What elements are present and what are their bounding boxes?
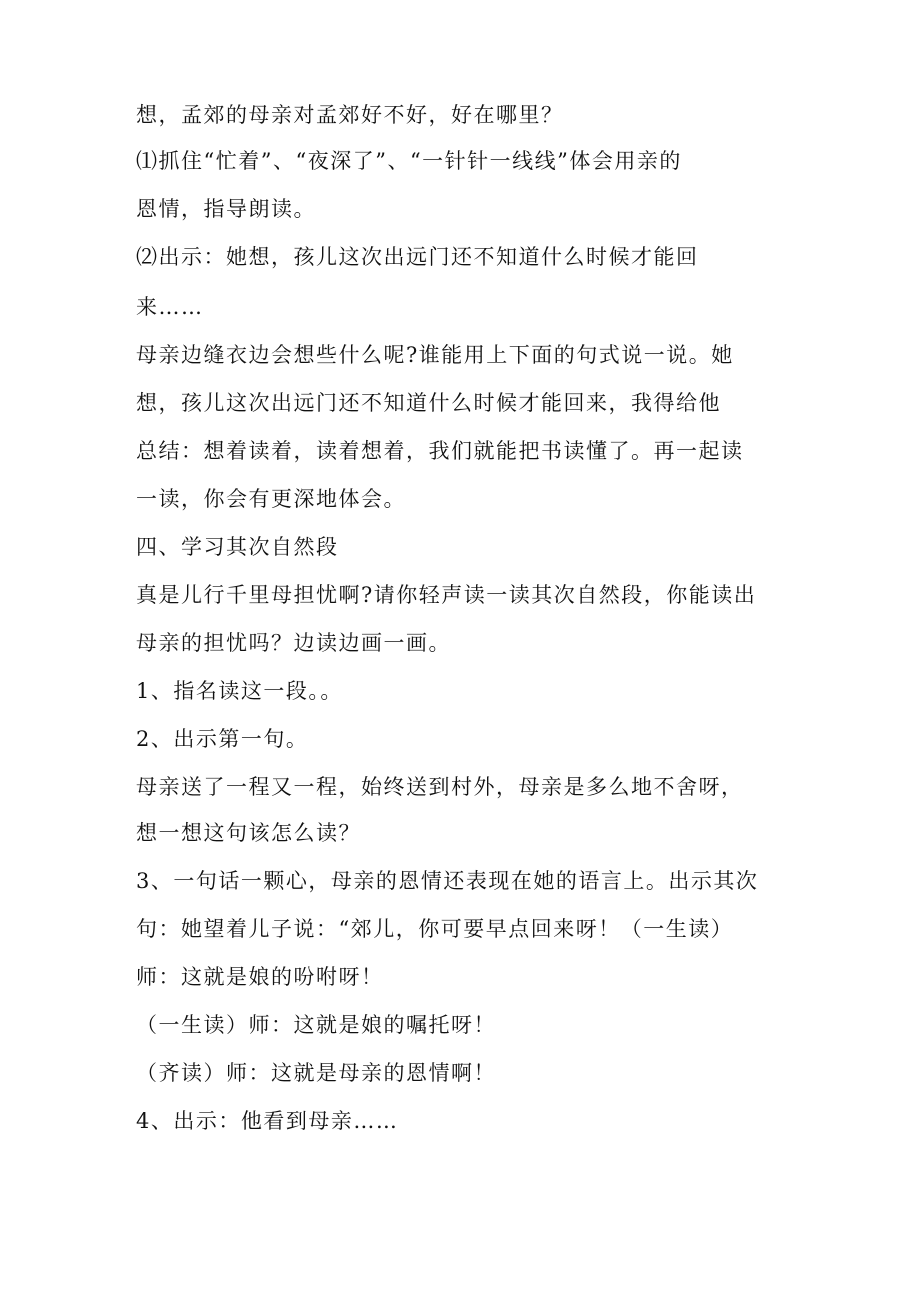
text-line: 2、出示第一句。 [136, 727, 309, 751]
text-line: （一生读）师：这就是娘的嘱托呀！ [136, 1013, 496, 1037]
section-heading: 四、学习其次自然段 [136, 535, 339, 559]
text-line: 想，孩儿这次出远门还不知道什么时候才能回来，我得给他 [136, 391, 721, 415]
text-line: 母亲送了一程又一程，始终送到村外，母亲是多么地不舍呀， [136, 775, 744, 799]
text-line: 真是儿行千里母担忧啊?请你轻声读一读其次自然段，你能读出 [136, 583, 757, 607]
text-line: 母亲边缝衣边会想些什么呢?谁能用上下面的句式说一说。她 [136, 343, 734, 367]
text-line: 母亲的担忧吗？边读边画一画。 [136, 631, 451, 655]
text-line: ⑴抓住“忙着”、“夜深了”、“一针针一线线”体会用亲的 [136, 149, 682, 173]
text-line: 恩情，指导朗读。 [136, 197, 316, 221]
text-line: 来…… [136, 295, 204, 319]
text-line: （齐读）师：这就是母亲的恩情啊！ [136, 1061, 496, 1085]
text-line: 总结：想着读着，读着想着，我们就能把书读懂了。再一起读 [136, 439, 744, 463]
text-line: 3、一句话一颗心，母亲的恩情还表现在她的语言上。出示其次 [136, 869, 759, 893]
text-line: 师：这就是娘的吩咐呀！ [136, 965, 384, 989]
text-line: 一读，你会有更深地体会。 [136, 487, 406, 511]
text-line: 想一想这句该怎么读？ [136, 821, 361, 845]
text-line: 4、出示：他看到母亲…… [136, 1109, 399, 1133]
text-line: 句：她望着儿子说：“郊儿，你可要早点回来呀！（一生读） [136, 917, 734, 941]
text-line: ⑵出示：她想，孩儿这次出远门还不知道什么时候才能回 [136, 245, 699, 269]
text-line: 想，孟郊的母亲对孟郊好不好，好在哪里？ [136, 103, 564, 127]
text-line: 1、指名读这一段。。 [136, 679, 343, 703]
